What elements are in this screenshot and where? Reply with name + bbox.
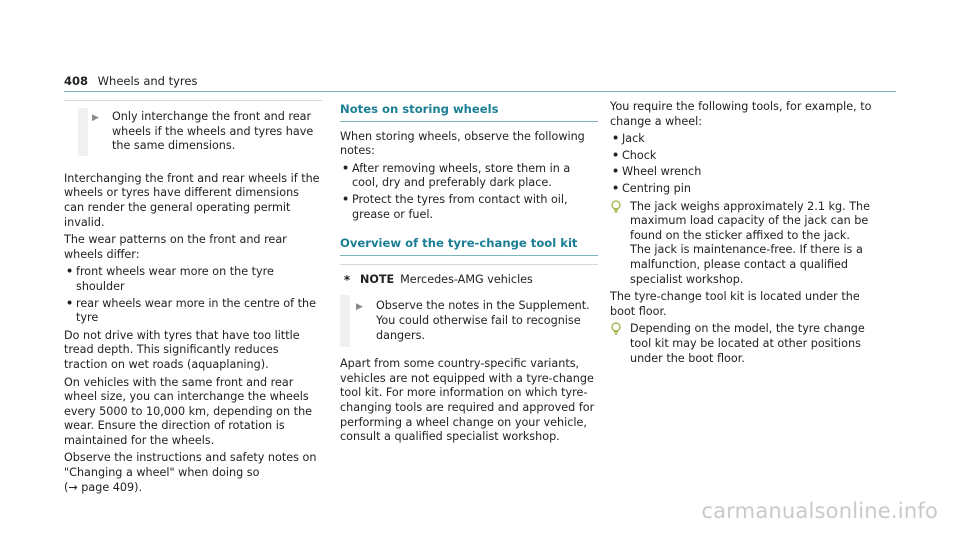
- bullet-list: [340, 162, 598, 222]
- bullet-list: [64, 265, 322, 325]
- paragraph: When storing wheels, observe the following notes:: [340, 129, 585, 158]
- column-right: [610, 100, 872, 369]
- page-reference-link[interactable]: (→ page 409).: [64, 480, 143, 494]
- paragraph: Interchanging the front and rear wheels if the wheels or tyres have different dimensions can render the general operating permit invalid.: [64, 171, 320, 229]
- header-divider: [64, 91, 896, 92]
- info-note: [610, 322, 872, 366]
- note-label: NOTE: [360, 272, 395, 286]
- list-item: • Chock: [610, 149, 872, 164]
- paragraph: You require the following tools, for example, to change a wheel:: [610, 100, 872, 128]
- info-text: The jack weighs approximately 2.1 kg. The maximum load capacity of the jack can be found on the sticker affixed to the jack. The jack is maintenance-free. If there is a malfunction, please contact a qualified specialist workshop.: [630, 199, 871, 286]
- list-item: • Jack: [610, 132, 872, 147]
- section-title: Wheels and tyres: [97, 74, 198, 88]
- list-item: • front wheels wear more on the tyre shoulder: [64, 265, 322, 294]
- note-text: Observe the notes in the Supplement. You could otherwise fail to recognise dangers.: [376, 299, 590, 342]
- section-heading: Overview of the tyre-change tool kit: [340, 236, 598, 256]
- asterisk-note-icon: *: [343, 272, 351, 287]
- paragraph: On vehicles with the same front and rear wheel size, you can interchange the wheels every 5000 to 10,000 km, depending on the wear. Ensure the direction of rotation is maintained for the wheels.: [64, 375, 313, 447]
- paragraph: The wear patterns on the front and rear wheels differ:: [64, 233, 287, 261]
- play-triangle-icon: ▶: [356, 302, 363, 313]
- list-item: • After removing wheels, store them in a cool, dry and preferably dark place.: [340, 162, 598, 191]
- note-title: Mercedes-AMG vehicles: [400, 272, 533, 286]
- bullet-list: [610, 132, 872, 196]
- section-heading: Notes on storing wheels: [340, 102, 598, 122]
- instruction-text: Only interchange the front and rear wheels if the wheels and tyres have the same dimensions.: [112, 110, 314, 153]
- list-item: • rear wheels wear more in the centre of the tyre: [64, 297, 322, 326]
- instruction-box: [64, 100, 322, 162]
- watermark: carmanualsonline.info: [701, 499, 938, 524]
- column-middle: [340, 100, 598, 448]
- page-number: 408: [64, 74, 89, 88]
- play-triangle-icon: ▶: [92, 113, 99, 123]
- column-left: [64, 100, 322, 498]
- info-note: [610, 200, 872, 288]
- list-item: • Centring pin: [610, 182, 872, 197]
- list-item: • Protect the tyres from contact with oil, grease or fuel.: [340, 193, 598, 222]
- info-text: Depending on the model, the tyre change tool kit may be located at other positions under the boot floor.: [630, 322, 865, 365]
- note-box: [340, 264, 598, 347]
- paragraph: Do not drive with tyres that have too little tread depth. This significantly reduces traction on wet roads (aquaplaning).: [64, 328, 300, 371]
- paragraph-text: Observe the instructions and safety notes on "Changing a wheel" when doing so: [64, 451, 317, 480]
- list-item: • Wheel wrench: [610, 165, 872, 180]
- lightbulb-icon: [610, 322, 624, 366]
- paragraph: [64, 451, 322, 495]
- paragraph: Apart from some country-specific variants, vehicles are not equipped with a tyre-change tool kit. For more information on which tyre-changing tools are required and approved for performing a wheel change on your vehicle, consult a qualified specialist workshop.: [340, 357, 595, 444]
- paragraph: The tyre-change tool kit is located under the boot floor.: [610, 290, 860, 318]
- lightbulb-icon: [610, 200, 624, 288]
- page-header: [64, 74, 197, 90]
